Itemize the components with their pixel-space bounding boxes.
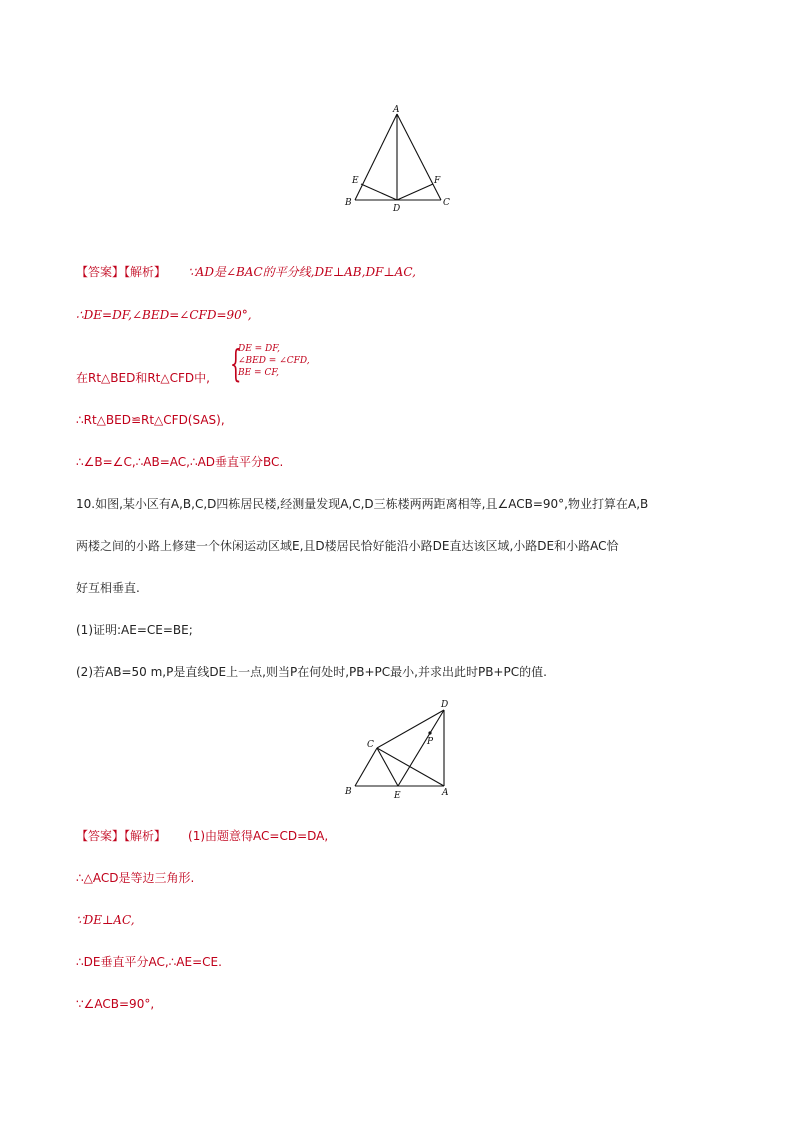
label-e: E — [394, 791, 401, 801]
answer1-line1-text: ∵AD是∠BAC的平分线,DE⊥AB,DF⊥AC, — [188, 265, 416, 279]
segment-de — [361, 184, 397, 200]
segment-ac — [397, 114, 441, 200]
segment-cd — [377, 710, 444, 748]
answer1-line2: ∴DE=DF,∠BED=∠CFD=90°, — [76, 308, 252, 322]
segment-de — [398, 710, 444, 786]
system-brace: { — [230, 342, 242, 387]
label-d: D — [393, 204, 401, 214]
problem10-line2: 两楼之间的小路上修建一个休闲运动区域E,且D楼居民恰好能沿小路DE直达该区域,小路DE和小路AC恰 — [76, 539, 619, 553]
segment-bc — [355, 748, 377, 786]
label-c: C — [367, 740, 374, 750]
answer1-line1 — [76, 264, 416, 280]
system-eq-1: DE = DF, — [238, 344, 280, 354]
point-p — [428, 731, 431, 734]
answer1-line4: ∴Rt△BED≌Rt△CFD(SAS), — [76, 413, 225, 427]
problem10-q1: (1)证明:AE=CE=BE; — [76, 623, 193, 637]
system-eq-2: ∠BED = ∠CFD, — [238, 356, 310, 366]
answer2-line1 — [76, 828, 328, 844]
answer1-line5: ∴∠B=∠C,∴AB=AC,∴AD垂直平分BC. — [76, 455, 284, 469]
answer2-line3: ∵DE⊥AC, — [76, 913, 135, 927]
label-f: F — [434, 176, 441, 186]
label-b: B — [345, 198, 352, 208]
figure-triangle-abc — [330, 100, 470, 215]
answer2-line2: ∴△ACD是等边三角形. — [76, 871, 195, 885]
label-a: A — [393, 105, 400, 115]
answer2-line5: ∵∠ACB=90°, — [76, 997, 155, 1011]
problem10-line1: 10.如图,某小区有A,B,C,D四栋居民楼,经测量发现A,C,D三栋楼两两距离相等,且∠ACB=90°,物业打算在A,B — [76, 497, 649, 511]
answer1-line3: 在Rt△BED和Rt△CFD中, — [76, 371, 210, 385]
answer2-tag: 【答案】【解析】 — [76, 829, 167, 843]
segment-df — [397, 184, 433, 200]
segment-ab — [355, 114, 397, 200]
figure-quadrilateral — [335, 695, 465, 805]
label-p: P — [427, 737, 434, 747]
problem10-line3: 好互相垂直. — [76, 581, 140, 595]
label-a: A — [442, 788, 449, 798]
label-b: B — [345, 787, 352, 797]
answer2-line1-text: (1)由题意得AC=CD=DA, — [188, 829, 329, 843]
problem10-q2: (2)若AB=50 m,P是直线DE上一点,则当P在何处时,PB+PC最小,并求出此时PB+PC的值. — [76, 665, 547, 679]
label-e: E — [352, 176, 359, 186]
answer2-line4: ∴DE垂直平分AC,∴AE=CE. — [76, 955, 222, 969]
system-eq-3: BE = CF, — [238, 368, 280, 378]
answer1-tag: 【答案】【解析】 — [76, 265, 167, 279]
label-c: C — [443, 198, 450, 208]
label-d: D — [441, 700, 449, 710]
